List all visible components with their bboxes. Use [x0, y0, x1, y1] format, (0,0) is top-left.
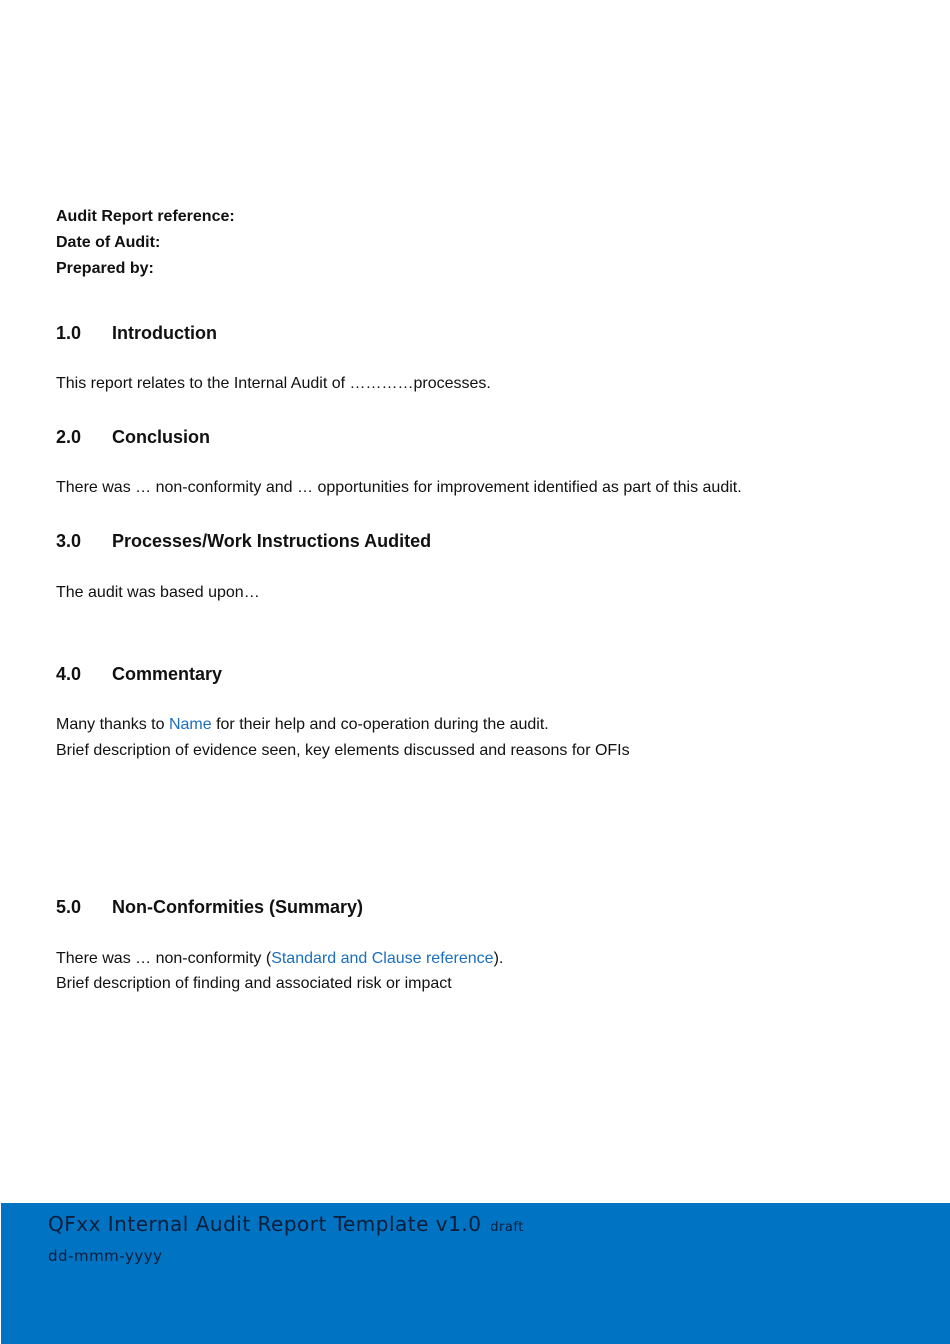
report-reference-label: Audit Report reference:	[56, 208, 235, 225]
page-footer	[1, 1203, 950, 1344]
section-title: Processes/Work Instructions Audited	[112, 531, 432, 551]
section-heading-processes	[56, 530, 431, 552]
section-heading-conclusion	[56, 426, 210, 448]
section-heading-commentary	[56, 663, 222, 685]
section-number: 1.0	[56, 323, 82, 343]
commentary-description: Brief description of evidence seen, key elements discussed and reasons for OFIs	[56, 742, 630, 759]
nc-suffix: ).	[493, 950, 504, 967]
document-status: draft	[490, 1220, 524, 1235]
section-title: Commentary	[112, 664, 223, 684]
section-heading-non-conformities	[56, 896, 363, 918]
section-title: Non-Conformities (Summary)	[112, 897, 364, 917]
section-heading-introduction	[56, 322, 217, 344]
nc-prefix: There was … non-conformity (	[56, 950, 272, 967]
audit-date-label: Date of Audit:	[56, 234, 161, 251]
document-date: dd-mmm-yyyy	[48, 1247, 163, 1265]
section-number: 4.0	[56, 664, 82, 684]
section-title: Conclusion	[112, 427, 210, 447]
processes-text: The audit was based upon…	[56, 584, 260, 601]
document-title: QFxx Internal Audit Report Template v1.0	[48, 1212, 482, 1236]
section-number: 2.0	[56, 427, 82, 447]
non-conformity-text	[56, 946, 503, 972]
standard-clause-reference: Standard and Clause reference	[271, 950, 494, 967]
commentary-prefix: Many thanks to	[56, 716, 169, 733]
commentary-text	[56, 712, 549, 738]
section-number: 3.0	[56, 531, 82, 551]
commentary-suffix: for their help and co-operation during the audit.	[211, 716, 549, 733]
name-placeholder: Name	[168, 716, 212, 733]
footer-title	[48, 1212, 524, 1236]
report-metadata	[56, 204, 235, 282]
non-conformity-description: Brief description of finding and associated risk or impact	[56, 975, 452, 992]
section-number: 5.0	[56, 897, 82, 917]
prepared-by-label: Prepared by:	[56, 260, 154, 277]
introduction-text: This report relates to the Internal Audit of …………processes.	[56, 375, 491, 392]
section-title: Introduction	[112, 323, 217, 343]
conclusion-text: There was … non-conformity and … opportunities for improvement identified as part of this audit.	[56, 479, 742, 496]
